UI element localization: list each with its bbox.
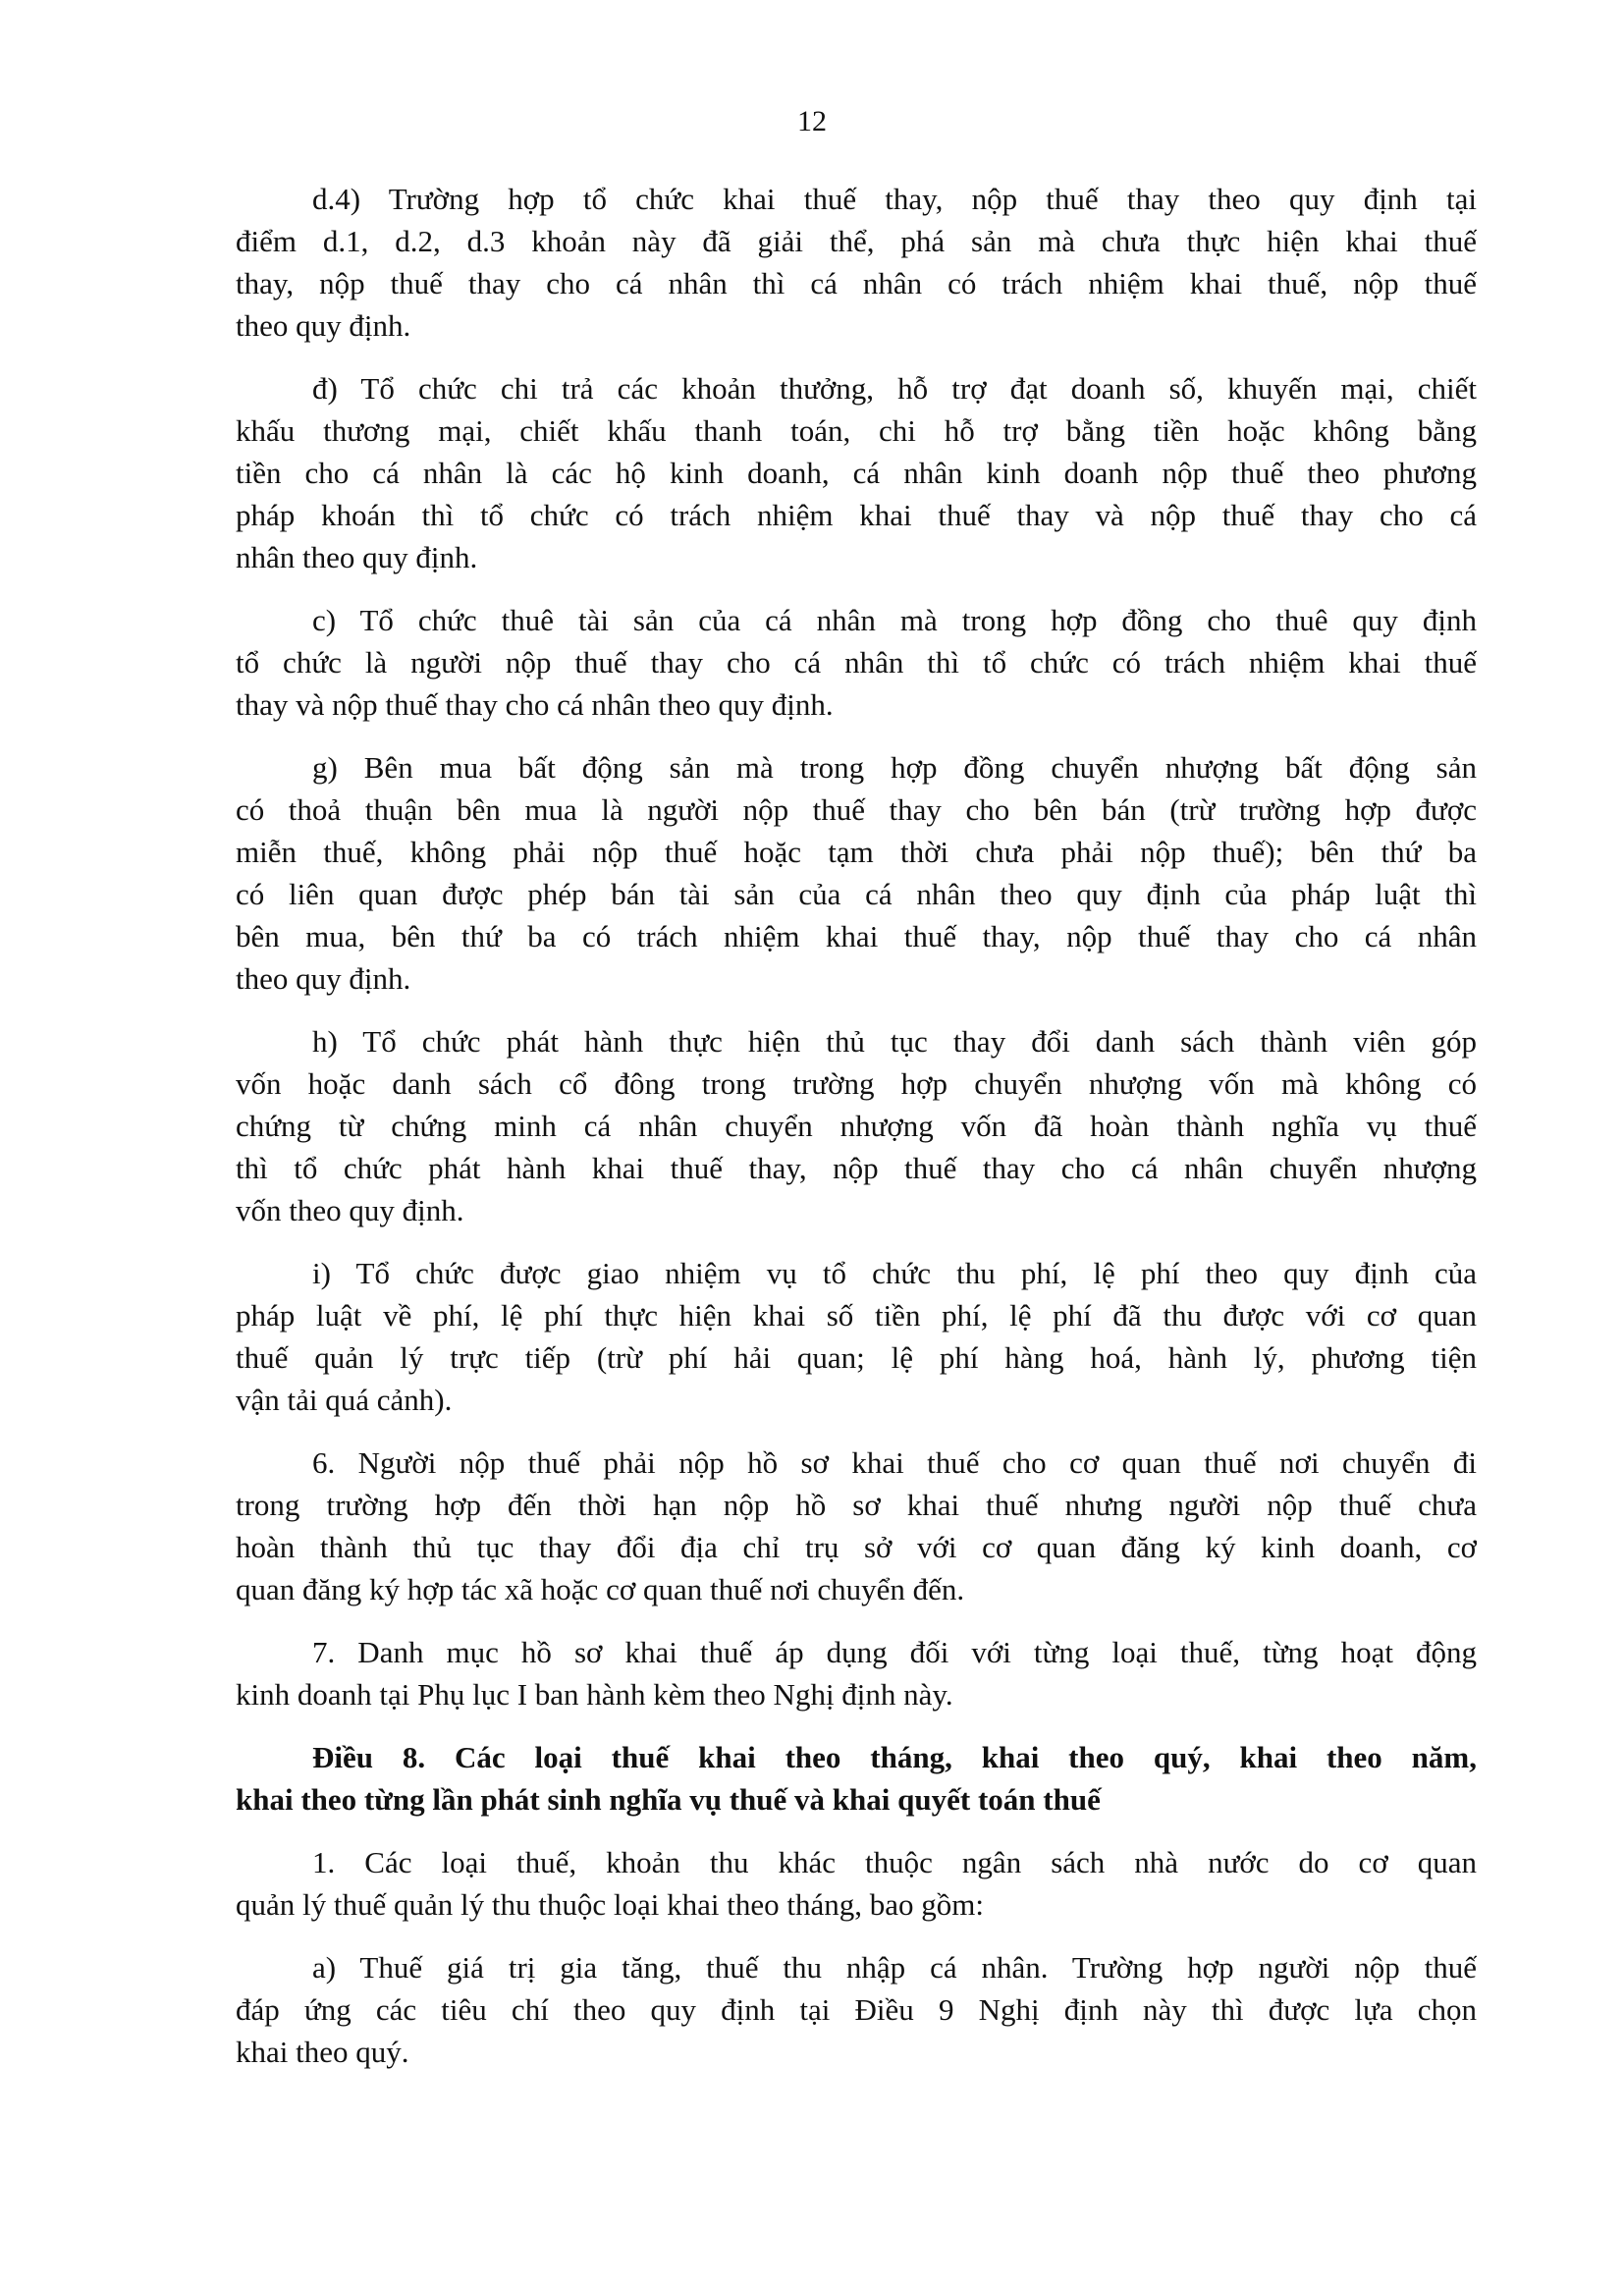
heading-line: Điều 8. Các loại thuế khai theo tháng, khai theo quý, khai theo năm, xyxy=(312,1740,1477,1774)
text-line: thay, nộp thuế thay cho cá nhân thì cá nhân có trách nhiệm khai thuế, nộp thuế xyxy=(236,266,1477,300)
text-line: vốn theo quy định. xyxy=(236,1193,464,1227)
text-line: pháp khoán thì tổ chức có trách nhiệm khai thuế thay và nộp thuế thay cho cá xyxy=(236,498,1477,532)
text-line: quản lý thuế quản lý thu thuộc loại khai theo tháng, bao gồm: xyxy=(236,1887,984,1922)
article-8-heading xyxy=(236,1736,1477,1821)
text-line: chứng từ chứng minh cá nhân chuyển nhượng vốn đã hoàn thành nghĩa vụ thuế xyxy=(236,1109,1477,1143)
text-line: thì tổ chức phát hành khai thuế thay, nộp thuế thay cho cá nhân chuyển nhượng xyxy=(236,1151,1477,1185)
text-line: tổ chức là người nộp thuế thay cho cá nhân thì tổ chức có trách nhiệm khai thuế xyxy=(236,645,1477,680)
text-line: thuế quản lý trực tiếp (trừ phí hải quan; lệ phí hàng hoá, hành lý, phương tiện xyxy=(236,1340,1477,1375)
text-line: theo quy định. xyxy=(236,308,411,343)
text-line: vốn hoặc danh sách cổ đông trong trường hợp chuyển nhượng vốn mà không có xyxy=(236,1066,1477,1101)
text-line: g) Bên mua bất động sản mà trong hợp đồng chuyển nhượng bất động sản xyxy=(312,750,1477,785)
text-line: miễn thuế, không phải nộp thuế hoặc tạm thời chưa phải nộp thuế); bên thứ ba xyxy=(236,835,1477,869)
text-line: hoàn thành thủ tục thay đổi địa chỉ trụ sở với cơ quan đăng ký kinh doanh, cơ xyxy=(236,1530,1477,1564)
paragraph-h xyxy=(236,1020,1477,1231)
text-line: khai theo quý. xyxy=(236,2035,409,2069)
paragraph-7 xyxy=(236,1631,1477,1715)
text-line: bên mua, bên thứ ba có trách nhiệm khai thuế thay, nộp thuế thay cho cá nhân xyxy=(236,919,1477,953)
text-line: khấu thương mại, chiết khấu thanh toán, chi hỗ trợ bằng tiền hoặc không bằng xyxy=(236,413,1477,448)
text-line: d.4) Trường hợp tổ chức khai thuế thay, nộp thuế thay theo quy định tại xyxy=(312,182,1477,216)
text-line: vận tải quá cảnh). xyxy=(236,1383,453,1417)
text-line: có thoả thuận bên mua là người nộp thuế thay cho bên bán (trừ trường hợp được xyxy=(236,792,1477,827)
paragraph-article-8-clause-1a xyxy=(236,1946,1477,2073)
paragraph-d4 xyxy=(236,178,1477,347)
text-line: 1. Các loại thuế, khoản thu khác thuộc ngân sách nhà nước do cơ quan xyxy=(312,1845,1477,1879)
paragraph-i xyxy=(236,1252,1477,1421)
text-line: h) Tổ chức phát hành thực hiện thủ tục thay đổi danh sách thành viên góp xyxy=(312,1024,1477,1059)
document-body xyxy=(236,178,1477,2094)
text-line: c) Tổ chức thuê tài sản của cá nhân mà trong hợp đồng cho thuê quy định xyxy=(312,603,1477,637)
text-line: đ) Tổ chức chi trả các khoản thưởng, hỗ trợ đạt doanh số, khuyến mại, chiết xyxy=(312,371,1477,406)
text-line: thay và nộp thuế thay cho cá nhân theo quy định. xyxy=(236,687,834,722)
text-line: nhân theo quy định. xyxy=(236,540,478,574)
paragraph-g xyxy=(236,746,1477,1000)
heading-line: khai theo từng lần phát sinh nghĩa vụ thuế và khai quyết toán thuế xyxy=(236,1782,1101,1817)
paragraph-e xyxy=(236,599,1477,726)
paragraph-6 xyxy=(236,1442,1477,1610)
paragraph-dd xyxy=(236,367,1477,578)
text-line: pháp luật về phí, lệ phí thực hiện khai số tiền phí, lệ phí đã thu được với cơ quan xyxy=(236,1298,1477,1333)
paragraph-article-8-clause-1 xyxy=(236,1841,1477,1926)
text-line: điểm d.1, d.2, d.3 khoản này đã giải thể, phá sản mà chưa thực hiện khai thuế xyxy=(236,224,1477,258)
text-line: theo quy định. xyxy=(236,961,411,996)
text-line: quan đăng ký hợp tác xã hoặc cơ quan thuế nơi chuyển đến. xyxy=(236,1572,965,1606)
text-line: đáp ứng các tiêu chí theo quy định tại Điều 9 Nghị định này thì được lựa chọn xyxy=(236,1992,1477,2027)
text-line: i) Tổ chức được giao nhiệm vụ tổ chức thu phí, lệ phí theo quy định của xyxy=(312,1256,1477,1290)
text-line: kinh doanh tại Phụ lục I ban hành kèm theo Nghị định này. xyxy=(236,1677,953,1712)
text-line: 7. Danh mục hồ sơ khai thuế áp dụng đối với từng loại thuế, từng hoạt động xyxy=(312,1635,1477,1669)
page-number: 12 xyxy=(797,105,827,137)
text-line: trong trường hợp đến thời hạn nộp hồ sơ khai thuế nhưng người nộp thuế chưa xyxy=(236,1488,1477,1522)
text-line: 6. Người nộp thuế phải nộp hồ sơ khai thuế cho cơ quan thuế nơi chuyển đi xyxy=(312,1445,1477,1480)
text-line: có liên quan được phép bán tài sản của cá nhân theo quy định của pháp luật thì xyxy=(236,877,1477,911)
text-line: a) Thuế giá trị gia tăng, thuế thu nhập cá nhân. Trường hợp người nộp thuế xyxy=(312,1950,1477,1985)
text-line: tiền cho cá nhân là các hộ kinh doanh, cá nhân kinh doanh nộp thuế theo phương xyxy=(236,456,1477,490)
